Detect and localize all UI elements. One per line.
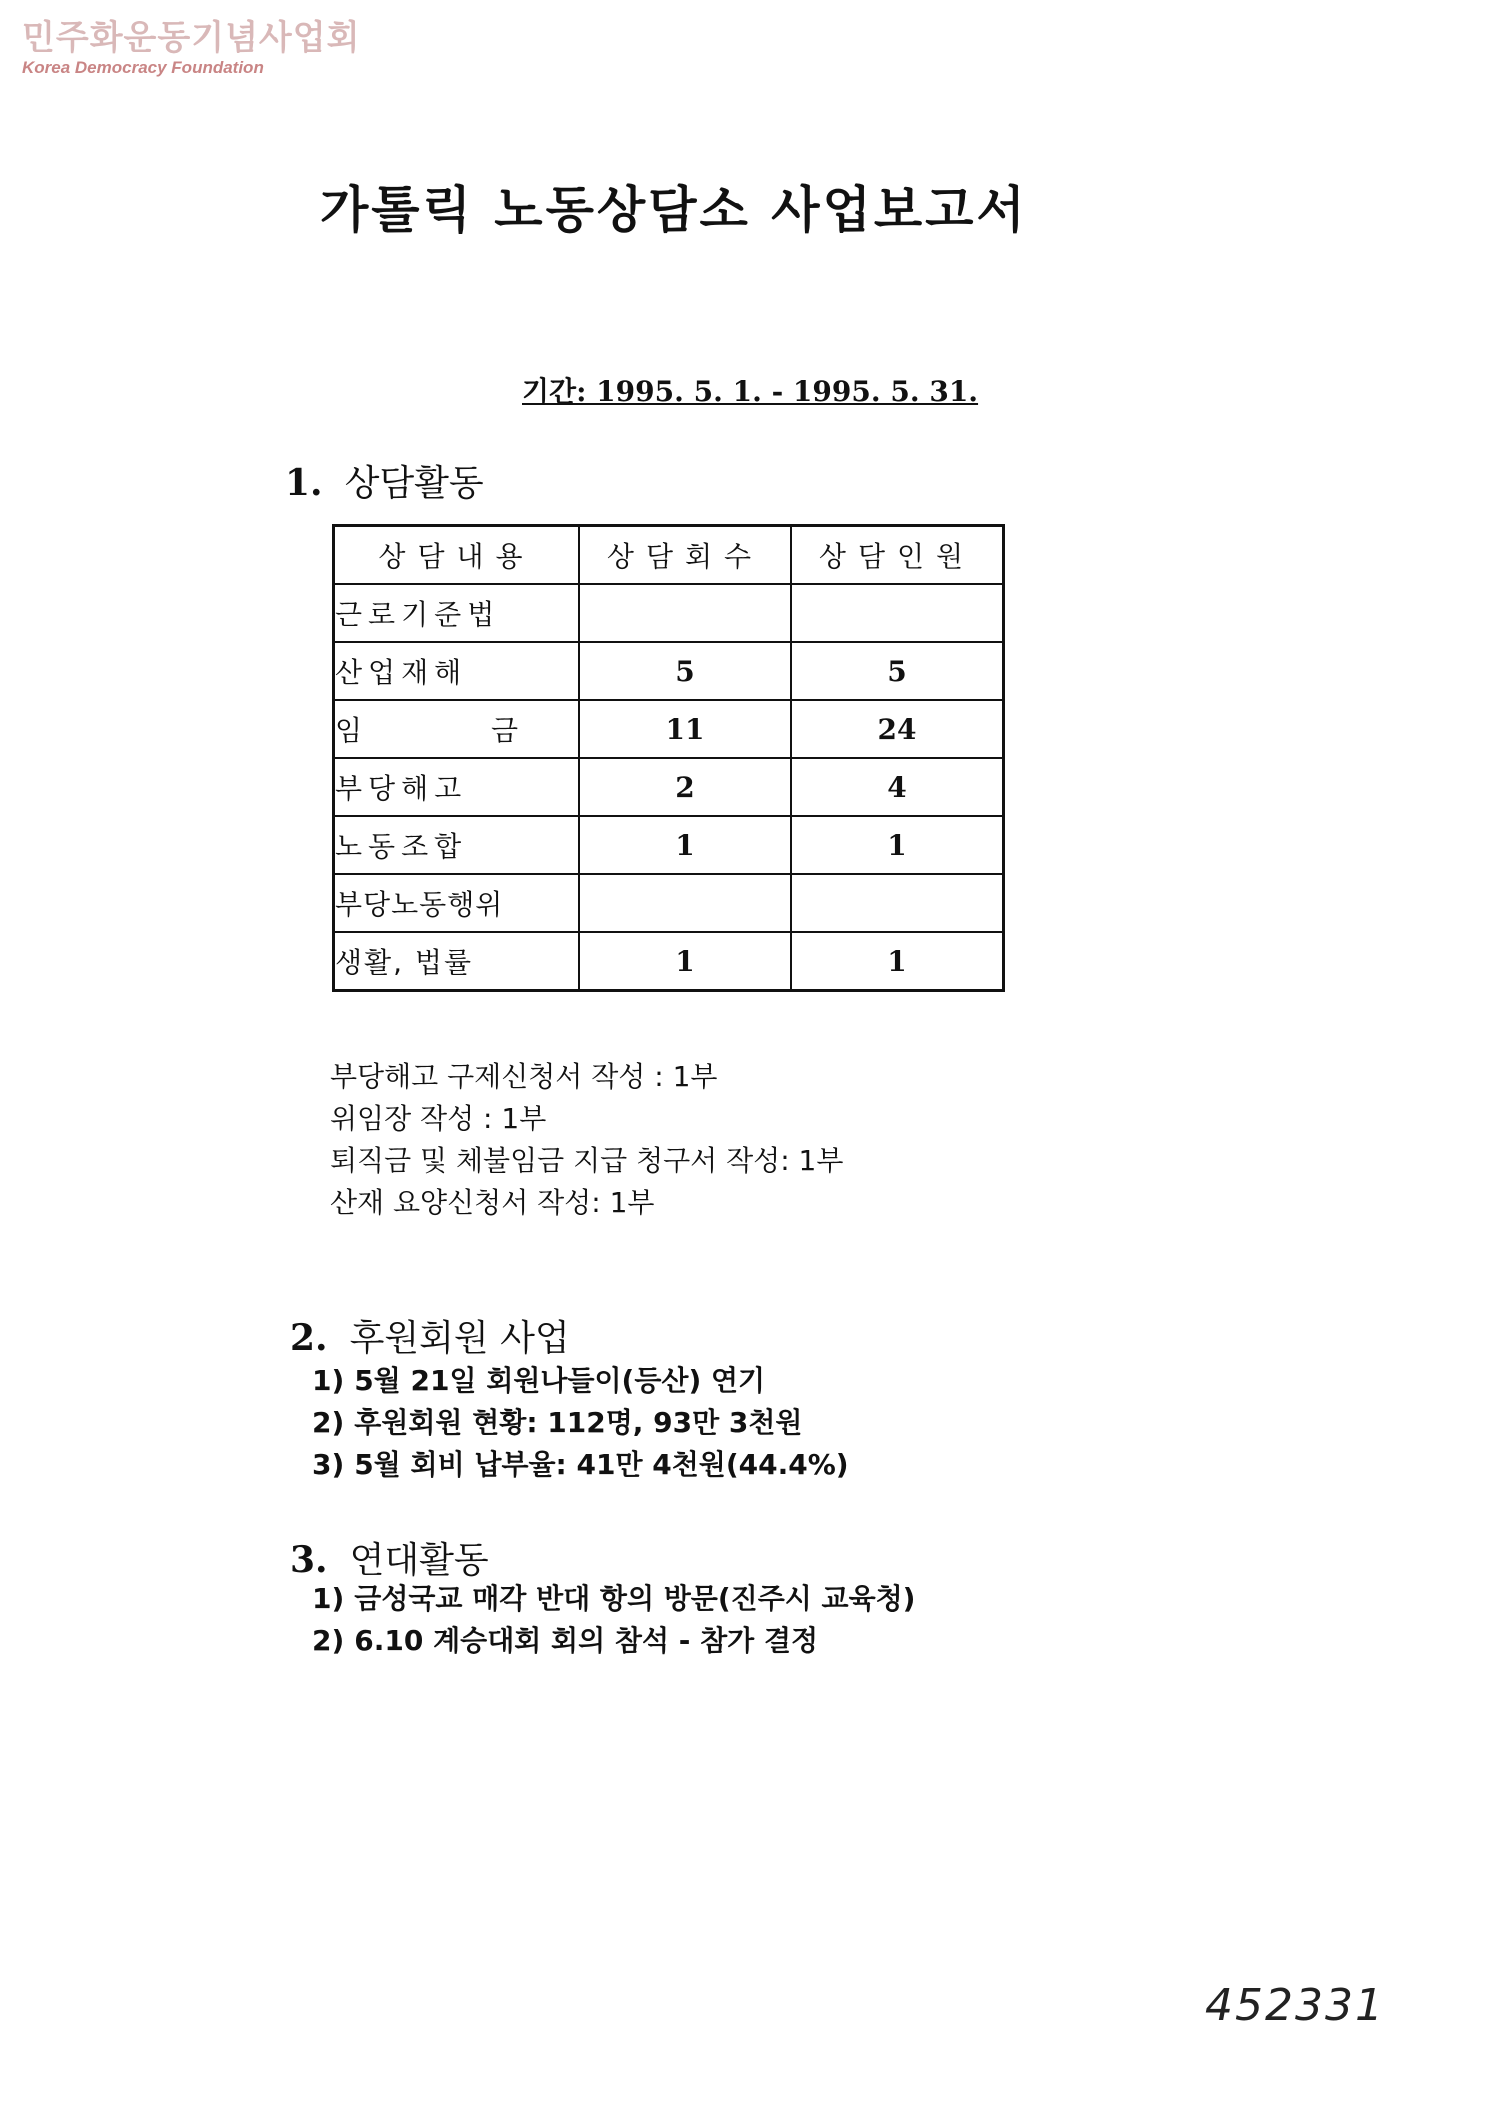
- section-2-number: 2.: [290, 1317, 328, 1359]
- watermark-english: Korea Democracy Foundation: [22, 58, 264, 77]
- row-count: 2: [579, 758, 791, 816]
- handwritten-document-number: 452331: [1205, 1980, 1385, 2031]
- watermark-logo: [22, 18, 360, 78]
- header-people: 상담인원: [791, 526, 1004, 585]
- list-item-text: 후원회원 현황: 112명, 93만 3천원: [354, 1406, 803, 1439]
- row-people: 1: [791, 816, 1004, 874]
- row-count: 11: [579, 700, 791, 758]
- row-count: [579, 874, 791, 932]
- table-row: [334, 700, 1004, 758]
- row-people: 1: [791, 932, 1004, 991]
- row-category: 부당노동행위: [334, 874, 580, 932]
- note-line: 부당해고 구제신청서 작성 : 1부: [330, 1060, 718, 1093]
- note-line: 산재 요양신청서 작성: 1부: [330, 1186, 655, 1219]
- table-row: [334, 932, 1004, 991]
- section-2-list: [312, 1360, 849, 1486]
- row-category: 생활, 법률: [334, 932, 580, 991]
- table-row: [334, 642, 1004, 700]
- table-header-row: [334, 526, 1004, 585]
- row-people: 4: [791, 758, 1004, 816]
- row-count: 1: [579, 816, 791, 874]
- section-3-heading: [290, 1532, 489, 1583]
- row-people: [791, 584, 1004, 642]
- list-item-number: 2): [312, 1406, 345, 1439]
- section-1-notes: [330, 1056, 843, 1224]
- list-item: [312, 1360, 849, 1402]
- section-1-title: 상담활동: [344, 463, 484, 504]
- row-count: 1: [579, 932, 791, 991]
- list-item: [312, 1444, 849, 1486]
- consultation-table: [332, 524, 1005, 992]
- list-item-number: 1): [312, 1364, 345, 1397]
- list-item-number: 2): [312, 1624, 345, 1657]
- report-period: 기간: 1995. 5. 1. - 1995. 5. 31.: [522, 375, 979, 408]
- list-item-text: 5월 회비 납부율: 41만 4천원(44.4%): [354, 1448, 849, 1481]
- list-item-text: 금성국교 매각 반대 항의 방문(진주시 교육청): [354, 1582, 916, 1615]
- header-count: 상담회수: [579, 526, 791, 585]
- table-row: [334, 758, 1004, 816]
- list-item: [312, 1402, 849, 1444]
- watermark-korean: 민주화운동기념사업회: [22, 18, 361, 58]
- row-count: [579, 584, 791, 642]
- section-3-title: 연대활동: [349, 1540, 489, 1581]
- section-3-number: 3.: [290, 1539, 328, 1581]
- list-item-number: 1): [312, 1582, 345, 1615]
- section-3-list: [312, 1578, 915, 1662]
- list-item: [312, 1578, 915, 1620]
- row-people: 24: [791, 700, 1004, 758]
- section-1-number: 1.: [285, 462, 323, 504]
- table-row: [334, 874, 1004, 932]
- section-1-heading: [285, 455, 484, 506]
- header-content: 상담내용: [334, 526, 580, 585]
- row-category: 부당해고: [334, 758, 580, 816]
- section-2-title: 후원회원 사업: [349, 1318, 570, 1359]
- list-item-text: 5월 21일 회원나들이(등산) 연기: [354, 1364, 766, 1397]
- row-people: 5: [791, 642, 1004, 700]
- table-row: [334, 816, 1004, 874]
- row-category: 산업재해: [334, 642, 580, 700]
- list-item-text: 6.10 계승대회 회의 참석 - 참가 결정: [354, 1624, 819, 1657]
- list-item-number: 3): [312, 1448, 345, 1481]
- section-2-heading: [290, 1310, 570, 1361]
- list-item: [312, 1620, 915, 1662]
- note-line: 퇴직금 및 체불임금 지급 청구서 작성: 1부: [330, 1144, 844, 1177]
- document-title: 가톨릭 노동상담소 사업보고서: [320, 180, 1028, 239]
- row-people: [791, 874, 1004, 932]
- row-category: 노동조합: [334, 816, 580, 874]
- row-category: 임 금: [334, 700, 580, 758]
- row-category: 근로기준법: [334, 584, 580, 642]
- note-line: 위임장 작성 : 1부: [330, 1102, 547, 1135]
- row-count: 5: [579, 642, 791, 700]
- table-row: [334, 584, 1004, 642]
